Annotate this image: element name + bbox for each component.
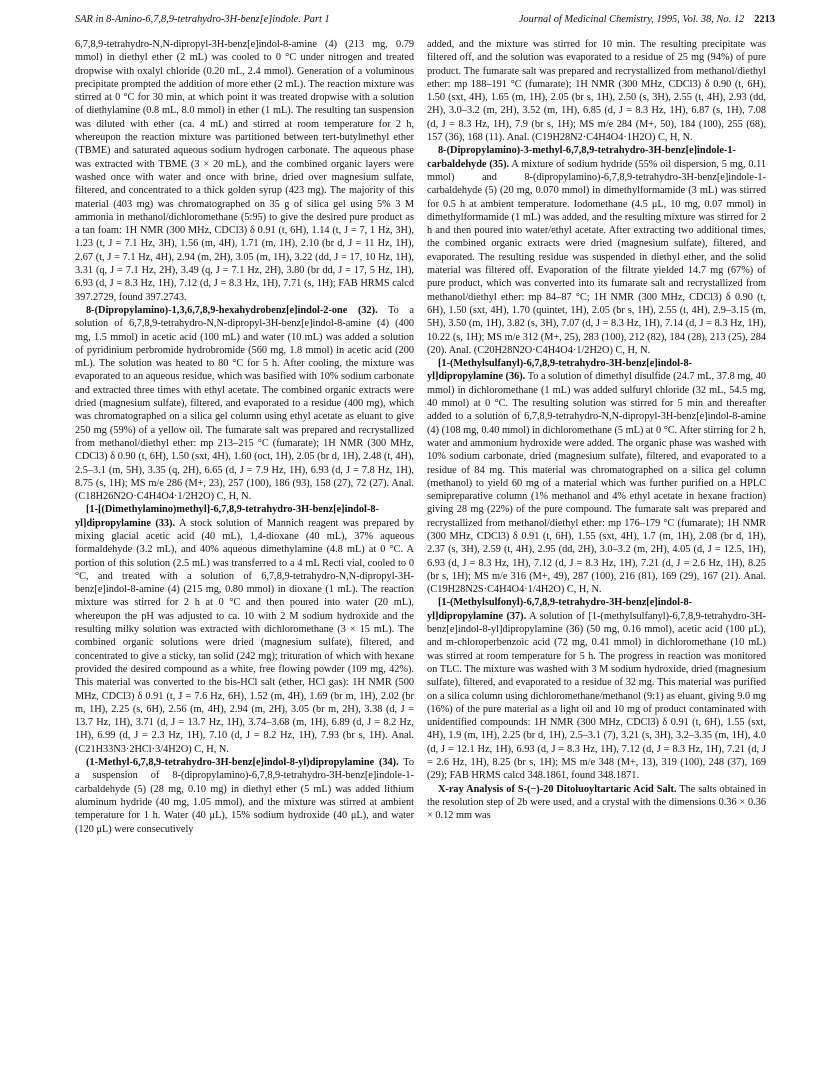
paragraph-text: 6,7,8,9-tetrahydro-N,N-dipropyl-3H-benz[e]indol-8-amine (4) (213 mg, 0.79 mmol) in diethyl ether (2 mL) was cooled to 0 °C under nitrogen and treated dropwise with oxalyl chloride (0.20 mL, 2.4 mmol). Generation of a voluminous precipitate prompted the addition of more ether (2 mL). The reaction mixture was stirred at 0 °C for 30 min, at which point it was treated dropwise with a solution of diethylamine (0.8 mL, 8.0 mmol) in ether (1 mL). The resulting tan suspension was diluted with ether (ca. 4 mL) and stirred at room temperature for 2 h, whereupon the reaction mixture was partitioned between tert-butylmethyl ether (TBME) and saturated aqueous sodium hydrogen carbonate. The aqueous phase was extracted with TBME (3 × 20 mL), and the combined organic layers were washed once with water and once with brine, dried over magnesium sulfate, filtered, and concentrated to a thick golden syrup (423 mg). The majority of this material (403 mg) was chromatographed on 35 g of silica gel using 5% 3 M ammonia in methanol/dichloromethane (5:95) to give the desired pure product as a tan foam: 1H NMR (300 MHz, CDCl3) δ 0.91 (t, 6H), 1.14 (t, J = 7, 1 Hz, 3H), 1.23 (t, J = 7.1 Hz, 3H), 1.56 (m, 4H), 1.71 (m, 1H), 2.10 (br d, J = 11 Hz, 1H), 2.67 (t, J = 7.1 Hz, 4H), 2.94 (m, 2H), 3.05 (m, 1H), 3.22 (dd, J = 17, 10 Hz, 1H), 3.31 (q, J = 7.1 Hz, 2H), 3.49 (q, J = 7.1 Hz, 2H), 3.80 (br dd, J = 17, 5 Hz, 1H), 6.93 (d, J = 8.3 Hz, 1H), 7.12 (d, J = 8.3 Hz, 1H), 7.71 (s, 1H); FAB HRMS calcd 397.2729, found 397.2743. [75, 39, 414, 303]
running-title: SAR in 8-Amino-6,7,8,9-tetrahydro-3H-benz[e]indole. Part 1 [75, 14, 330, 25]
paragraph-text: To a solution of 6,7,8,9-tetrahydro-N,N-dipropyl-3H-benz[e]indol-8-amine (4) (400 mg, 1.5 mmol) in acetic acid (100 mL) and water (10 mL) was added a solution of pyridinium perbromide hydrobromide (560 mg, 1.8 mmol) in acetic acid (200 mL). The solution was heated to 80 °C for 5 h. After cooling, the mixture was evaporated to an aqueous residue, which was basified with 10% sodium carbonate and extracted three times with ethyl acetate. The combined organic extracts were dried (magnesium sulfate), filtered, and evaporated to a residue (400 mg), which was chromatographed on a silica gel column using ethyl acetate as eluant to give 250 mg (59%) of a yellow oil. The fumarate salt was prepared and recrystallized from methanol/diethyl ether: mp 213–215 °C (fumarate); 1H NMR (300 MHz, CDCl3) δ 0.90 (t, 6H), 1.50 (sxt, 4H), 1.60 (oct, 1H), 2.05 (br d, 1H), 2.48 (t, 4H), 2.5–3.1 (m, 5H), 3.35 (q, 2H), 6.65 (d, J = 7.9 Hz, 1H), 6.93 (d, J = 7.8 Hz, 1H), 8.75 (s, 1H); MS m/e 286 (M+, 23), 257 (100), 186 (93), 158 (27), 72 (27). Anal. (C18H26N2O·C4H4O4·1/2H2O) C, H, N. [75, 304, 414, 503]
paragraph [75, 503, 414, 756]
paragraph-text: added, and the mixture was stirred for 10 min. The resulting precipitate was filtered off, and the solution was evaporated to a residue of 25 mg (94%) of pure product. The fumarate salt was prepared and recrystallized from methanol/diethyl ether: mp 188–191 °C (fumarate); 1H NMR (300 MHz, CDCl3) δ 0.90 (t, 6H), 1.50 (sxt, 4H), 1.65 (m, 1H), 2.05 (br s, 1H), 2.50 (s, 3H), 2.55 (t, 4H), 2.93 (dd, 2H), 3.0–3.2 (m, 2H), 3.52 (m, 1H), 6.85 (d, J = 8.3 Hz, 1H), 6.87 (s, 1H), 7.08 (d, J = 8.3 Hz, 1H), 7.9 (br s, 1H); MS m/e 284 (M+, 50), 184 (100), 255 (68), 157 (36), 168 (11). Anal. (C19H28N2·C4H4O4·1H2O) C, H, N. [427, 39, 766, 144]
compound-heading: [1-[(Dimethylamino)methyl]-6,7,8,9-tetrahydro-3H-benz[e]indol-8-yl]dipropylamine (33). [75, 504, 379, 529]
paragraph [427, 38, 766, 144]
left-column [75, 38, 414, 1066]
paragraph [427, 596, 766, 782]
page-number: 2213 [754, 14, 775, 25]
paragraph [427, 144, 766, 357]
compound-heading: 8-(Dipropylamino)-1,3,6,7,8,9-hexahydrobenz[e]indol-2-one (32). [86, 304, 378, 316]
paragraph [427, 357, 766, 596]
compound-heading: [1-(Methylsulfonyl)-6,7,8,9-tetrahydro-3H-benz[e]indol-8-yl]dipropylamine (37). [427, 597, 693, 622]
paragraph-text: The salts obtained in the resolution step of 2b were used, and a crystal with the dimensions 0.36 × 0.36 × 0.12 mm was [427, 783, 766, 822]
paragraph [427, 783, 766, 823]
paragraph [75, 756, 414, 836]
header-right [519, 14, 775, 25]
paragraph-text: A solution of [1-(methylsulfanyl)-6,7,8,9-tetrahydro-3H-benz[e]indol-8-yl]dipropylamine (36) (50 mg, 0.16 mmol), acetic acid (100 μL), and m-chloroperbenzoic acid (72 mg, 0.41 mmol) in dichloromethane (10 mL) was stirred at room temperature for 5 h. The progress in reaction was monitored on TLC. The mixture was washed with 3 M sodium hydroxide, dried (magnesium sulfate), filtered, and evaporated to a residue of 32 mg. This material was purified on a silica column using dichloromethane/methanol (9:1) as eluant, giving 9.0 mg (16%) of the pure material as a light oil and 10 mg of product contaminated with unidentified compounds: 1H NMR (300 MHz, CDCl3) δ 0.91 (t, 6H), 1.55 (sxt, 4H), 1.9 (m, 1H), 2.25 (br d, 1H), 2.5–3.1 (7), 3.21 (s, 3H), 3.2–3.35 (m, 1H), 4.0 (d, J = 12.1 Hz, 1H), 6.93 (d, J = 8.3 Hz, 1H), 7.12 (d, J = 8.3 Hz, 1H), 7.21 (d, J = 2.6 Hz, 1H), 8.25 (br s, 1H); MS m/e 348 (M+, 13), 319 (100), 248 (37), 169 (29); FAB HRMS calcd 348.1861, found 348.1871. [427, 610, 766, 782]
journal-citation: Journal of Medicinal Chemistry, 1995, Vol. 38, No. 12 [518, 14, 745, 25]
paragraph-text: A stock solution of Mannich reagent was prepared by mixing glacial acetic acid (40 mL), 1,4-dioxane (40 mL), 37% aqueous formaldehyde (3.2 mL), and 40% aqueous dimethylamine (4.8 mL) at 0 °C. A portion of this solution (2.5 mL) was transferred to a 4 mL Recti vial, cooled to 0 °C, and treated with a solution of 6,7,8,9-tetrahydro-N,N-dipropyl-3H-benz[e]indol-8-amine (4) (215 mg, 0.80 mmol) in dioxane (1 mL). The reaction mixture was stirred for 2 h at 0 °C and then poured into water (20 mL), whereupon the pH was adjusted to ca. 10 with 2 M sodium hydroxide and the resulting milky solution was extracted with dichloromethane (3 × 15 mL). The combined organic solutions were dried (magnesium sulfate), filtered, and concentrated to give a sticky, tan solid (242 mg); trituration of which with hexane provided the desired compound as a white, free flowing powder (109 mg, 42%). This material was converted to the bis-HCl salt (ether, HCl gas): 1H NMR (500 MHz, CDCl3) δ 0.91 (t, J = 7.6 Hz, 6H), 1.52 (m, 4H), 1.69 (br m, 1H), 2.02 (br m, 1H), 2.25 (s, 6H), 2.56 (m, 4H), 2.94 (m, 2H), 3.05 (br m, 2H), 3.38 (d, J = 13.7 Hz, 1H), 3.71 (d, J = 13.7 Hz, 1H), 3.74–3.68 (m, 1H), 6.89 (d, J = 8.2 Hz, 1H), 6.99 (d, J = 2.3 Hz, 1H), 7.10 (d, J = 8.2 Hz, 1H), 7.93 (br s, 1H). Anal. (C21H33N3·2HCl·3/4H2O) C, H, N. [75, 517, 414, 755]
compound-heading: (1-Methyl-6,7,8,9-tetrahydro-3H-benz[e]indol-8-yl)dipropylamine (34). [86, 757, 399, 769]
paragraph [75, 38, 414, 304]
right-column [427, 38, 766, 1066]
paragraph-text: To a suspension of 8-(dipropylamino)-6,7,8,9-tetrahydro-3H-benz[e]indole-1-carbaldehyde (5) (28 mg, 0.10 mg) in diethyl ether (5 mL) was added lithium aluminum hydride (40 mg, 1.05 mmol), and the mixture was stirred at ambient temperature for 1 h. Water (40 μL), 15% sodium hydroxide (40 μL), and water (120 μL) were consecutively [75, 757, 414, 835]
paragraph-text: A mixture of sodium hydride (55% oil dispersion, 5 mg, 0.11 mmol) and 8-(dipropylamino)-6,7,8,9-tetrahydro-3H-benz[e]indole-1-carbaldehyde (5) (20 mg, 0.070 mmol) in dimethylformamide (3 mL) was stirred for 0.5 h at ambient temperature. Iodomethane (4.5 μL, 10 mg, 0.07 mmol) in dimethylformamide (1 mL) was added, and the resulting mixture was stirred for 2 h and then poured into water/ethyl acetate. After extracting two additional times, the combined organic extracts were dried (magnesium sulfate), filtered, and evaporated. The resulting residue was suspended in diethyl ether, and the solid material was filtered off. Evaporation of the filtrate yielded 14.7 mg (67%) of pure product, which was converted into its fumarate salt and recrystallized from methanol/diethyl ether: mp 84–87 °C; 1H NMR (300 MHz, CDCl3) δ 0.90 (t, 6H), 1.50 (sxt, 4H), 1.70 (quintet, 1H), 2.05 (br s, 1H), 2.55 (t, 4H), 2.9–3.15 (m, 5H), 3.50 (m, 1H), 3.82 (s, 3H), 7.07 (d, J = 8.3 Hz, 1H), 7.14 (d, J = 8.3 Hz, 1H), 10.22 (s, 1H); MS m/e 312 (M+, 25), 283 (100), 212 (82), 184 (28), 213 (25), 284 (20). Anal. (C20H28N2O·C4H4O4·1/2H2O) C, H, N. [427, 158, 766, 356]
paragraph [75, 304, 414, 503]
paragraph-text: To a solution of dimethyl disulfide (24.7 mL, 37.8 mg, 40 mmol) in dichloromethane (1 mL) was added sulfuryl chloride (32 mL, 54.5 mg, 40 mmol) at 0 °C. The resulting solution was stirred for 5 min and thereafter added to a solution of 6,7,8,9-tetrahydro-N,N-dipropyl-3H-benz[e]indol-8-amine (4) (108 mg, 0.40 mmol) in dichloromethane (5 mL) at 0 °C. After stirring for 2 h, water and ammonium hydroxide were added. The organic phase was washed with 10% sodium carbonate, dried (magnesium sulfate), filtered, and evaporated to a residue of 84 mg. This material was chromatographed on a silica gel column (methanol) to yield 60 mg of a material which was further purified on a HPLC semipreparative column (1% methanol and 4% ethyl acetate in hexane fraction) giving 28 mg (22%) of the pure compound. The fumarate salt was prepared and recrystallized from methanol/diethyl ether: mp 176–179 °C (fumarate); 1H NMR (300 MHz, CDCl3) δ 0.91 (t, 6H), 1.55 (sxt, 4H), 1.7 (m, 1H), 2.08 (br d, 1H), 2.37 (s, 3H), 2.59 (t, 4H), 2.95 (dd, 2H), 3.0–3.2 (m, 2H), 4.05 (d, J = 12.5, 1H), 6.93 (d, J = 8.3 Hz, 1H), 7.12 (d, J = 8.3 Hz, 1H), 7.21 (d, J = 2.6 Hz, 1H), 8.25 (br s, 1H); MS m/e 316 (M+, 49), 287 (100), 216 (81), 169 (29), 167 (21). Anal. (C19H28N2S·C4H4O4·1/4H2O) C, H, N. [427, 371, 766, 596]
compound-heading: 8-(Dipropylamino)-3-methyl-6,7,8,9-tetrahydro-3H-benz[e]indole-1-carbaldehyde (35). [427, 145, 736, 170]
running-header [75, 14, 775, 34]
compound-heading: [1-(Methylsulfanyl)-6,7,8,9-tetrahydro-3H-benz[e]indol-8-yl]dipropylamine (36). [427, 358, 693, 383]
section-heading: X-ray Analysis of S-(−)-20 Ditoluoyltartaric Acid Salt. [438, 783, 677, 795]
